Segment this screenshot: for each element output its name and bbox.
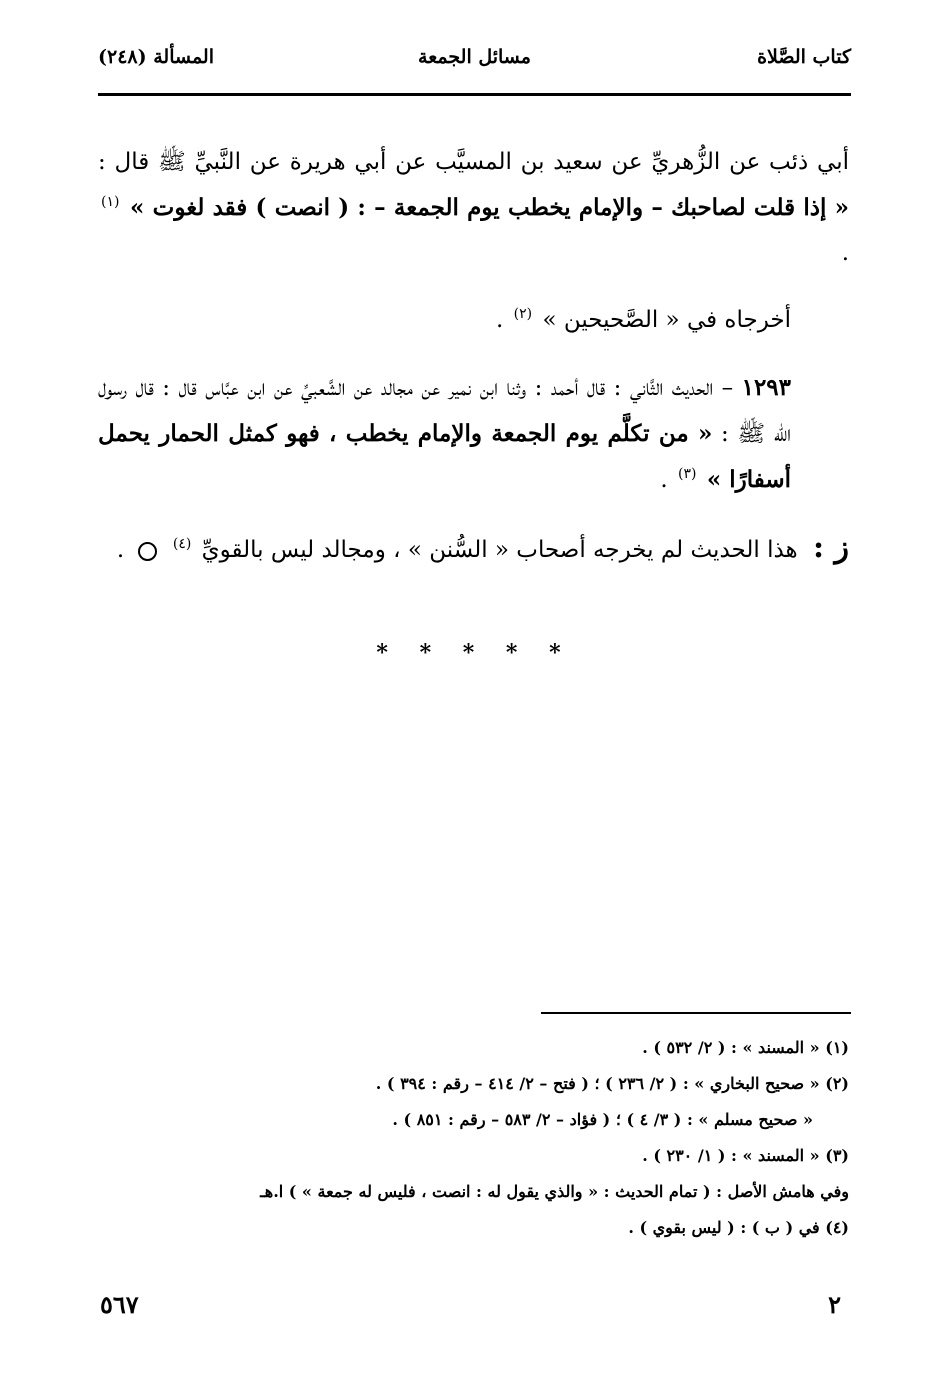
- footnote-divider: [541, 1012, 851, 1014]
- footnote-ref-2: (٢): [513, 306, 533, 323]
- footnotes: [98, 1030, 849, 1246]
- hadith-number: ١٢٩٣: [741, 374, 792, 401]
- paragraph-1: [98, 140, 849, 276]
- paragraph-2-end: .: [496, 307, 504, 333]
- paragraph-2: [98, 298, 849, 343]
- end-circle-icon: [138, 542, 157, 561]
- main-text: [98, 140, 849, 595]
- paragraph-1-end: .: [841, 240, 849, 266]
- footnote-3: (٣) « المسند » : ( ١/ ٢٣٠ ) .: [642, 1146, 849, 1165]
- paragraph-3-end: .: [660, 467, 668, 493]
- volume-number: ٢: [828, 1290, 841, 1319]
- paragraph-3: [98, 365, 849, 503]
- footnote-2: (٢) « صحيح البخاري » : ( ٢/ ٢٣٦ ) ؛ ( فتح – ٢/ ٤١٤ – رقم : ٣٩٤ ) .: [375, 1074, 849, 1093]
- section-separator: * * * * *: [376, 640, 573, 666]
- footnote-2-continued: « صحيح مسلم » : ( ٣/ ٤ ) ؛ ( فؤاد – ٢/ ٥٨٣ – رقم : ٨٥١ ) .: [392, 1110, 813, 1129]
- page-number: ٥٦٧: [100, 1290, 139, 1319]
- footnote-4: (٤) في ( ب ) : ( ليس بقوي ) .: [628, 1218, 849, 1237]
- header-chapter-title: مسائل الجمعة: [418, 46, 531, 68]
- footnote-3-continued: وفي هامش الأصل : ( تمام الحديث : « والذي يقول له : انصت ، فليس له جمعة » ) ا.هـ: [260, 1182, 849, 1201]
- paragraph-4-end: .: [116, 537, 125, 563]
- paragraph-1-chain: أبي ذئب عن الزُّهريِّ عن سعيد بن المسيَّب عن أبي هريرة عن النَّبيِّ ﷺ قال :: [98, 149, 849, 175]
- footnote-1: (١) « المسند » : ( ٢/ ٥٣٢ ) .: [642, 1038, 849, 1057]
- paragraph-4: [98, 525, 849, 573]
- header-divider: [98, 93, 851, 96]
- running-header: [98, 40, 851, 80]
- footnote-ref-4: (٤): [172, 536, 192, 553]
- paragraph-2-text: أخرجاه في « الصَّحيحين »: [542, 307, 791, 333]
- footnote-ref-1: (١): [101, 194, 120, 211]
- paragraph-4-text: هذا الحديث لم يخرجه أصحاب « السُّنن » ، ومجالد ليس بالقويِّ: [201, 537, 798, 563]
- header-book-title: كتاب الصَّلاة: [757, 46, 851, 68]
- editor-note-marker: ز :: [812, 530, 849, 565]
- paragraph-3-hadith: « من تكلَّم يوم الجمعة والإمام يخطب ، فهو كمثل الحمار يحمل أسفارًا »: [98, 420, 791, 493]
- footnote-ref-3: (٣): [678, 466, 697, 483]
- paragraph-3-chain: – الحديث الثَّاني : قال أحمد : وثنا ابن نمير عن مجالد عن الشَّعبيِّ عن ابن عبَّاس قال : قال رسول الله ﷺ :: [98, 375, 792, 447]
- header-issue-number: المسألة (٢٤٨): [98, 46, 214, 68]
- paragraph-1-hadith: « إذا قلت لصاحبك – والإمام يخطب يوم الجمعة – : ( انصت ) فقد لغوت »: [130, 194, 849, 221]
